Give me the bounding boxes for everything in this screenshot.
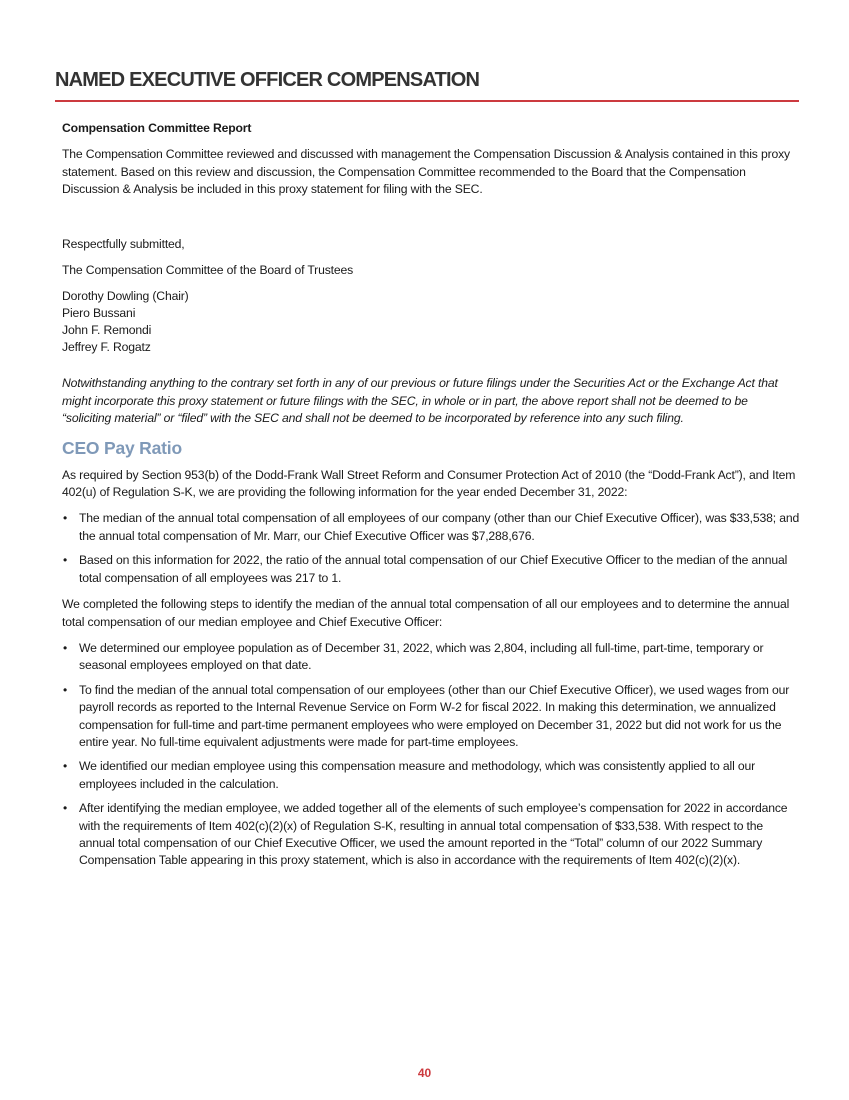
steps-bullet-list [62, 640, 800, 870]
report-closing: Respectfully submitted, [62, 236, 185, 251]
bullet-icon: • [63, 640, 68, 655]
bullet-icon: • [63, 511, 68, 526]
member-name: John F. Remondi [62, 323, 152, 338]
report-disclaimer: Notwithstanding anything to the contrary set forth in any of our previous or future filings under the Securities Act or the Exchange Act that might incorporate this proxy statement or future filings with the SEC, in whole or in part, the above report shall not be deemed to be “soliciting material” or “filed” with the SEC and shall not be deemed to be incorporated by reference into any such filing. [62, 376, 778, 426]
ceo-pay-ratio-intro: As required by Section 953(b) of the Dodd-Frank Wall Street Reform and Consumer Protection Act of 2010 (the “Dodd-Frank Act”), and Item 402(u) of Regulation S-K, we are providing the following information for the year ended December 31, 2022: [62, 467, 796, 500]
report-committee: The Compensation Committee of the Board of Trustees [62, 263, 354, 278]
ceo-pay-ratio-title: CEO Pay Ratio [62, 437, 182, 458]
list-item [62, 640, 800, 675]
list-item [62, 800, 800, 870]
report-heading: Compensation Committee Report [62, 121, 252, 135]
member-name: Dorothy Dowling (Chair) [62, 289, 189, 304]
list-item [62, 510, 800, 545]
list-item-text: To find the median of the annual total compensation of our employees (other than our Chief Executive Officer), we used wages from our payroll records as reported to the Internal Revenue Service on Form W-2 for fiscal 2022. In making this determination, we annualized compensation for full-time and part-time permanent employees who were employed on December 31, 2022 but did not work for us the entire year. No full-time equivalent adjustments were made for part-time employees. [79, 682, 790, 749]
bullet-icon: • [63, 682, 68, 697]
list-item [62, 758, 800, 793]
spacer [62, 208, 800, 236]
list-item-text: After identifying the median employee, we added together all of the elements of such employee’s compensation for 2022 in accordance with the requirements of Item 402(c)(2)(x) of Regulation S-K, resulting in annual total compensation of $33,538. With respect to the annual total compensation of our Chief Executive Officer, we used the amount reported in the “Total” column of our 2022 Summary Compensation Table appearing in this proxy statement, which is also in accordance with the requirements of Item 402(c)(2)(x). [79, 801, 788, 868]
bullet-icon: • [63, 801, 68, 816]
page-content [62, 120, 800, 879]
bullet-icon: • [63, 759, 68, 774]
member-name: Jeffrey F. Rogatz [62, 340, 151, 355]
steps-intro: We completed the following steps to identify the median of the annual total compensation of all our employees and to determine the annual total compensation of our median employee and Chief Executive Officer: [62, 597, 790, 629]
list-item-text: The median of the annual total compensation of all employees of our company (other than our Chief Executive Officer), was $33,538; and the annual total compensation of Mr. Marr, our Chief Executive Officer was $7,288,676. [79, 511, 800, 543]
header-divider [55, 100, 799, 102]
list-item [62, 552, 800, 587]
list-item-text: We determined our employee population as of December 31, 2022, which was 2,804, including all full-time, part-time, temporary or seasonal employees employed on that date. [79, 640, 764, 673]
committee-members [62, 288, 800, 356]
bullet-icon: • [63, 553, 68, 568]
report-body: The Compensation Committee reviewed and discussed with management the Compensation Discussion & Analysis contained in this proxy statement. Based on this review and discussion, the Compensation Committee recommended to the Board that the Compensation Discussion & Analysis be included in this proxy statement for filing with the SEC. [62, 147, 791, 197]
member-name: Piero Bussani [62, 306, 136, 321]
list-item [62, 682, 800, 752]
ratio-bullet-list [62, 510, 800, 587]
page-number: 40 [417, 1066, 432, 1080]
page-header-title: NAMED EXECUTIVE OFFICER COMPENSATION [55, 69, 480, 91]
list-item-text: Based on this information for 2022, the ratio of the annual total compensation of our Chief Executive Officer to the median of the annual total compensation of all employees was 217 to 1. [79, 553, 788, 585]
list-item-text: We identified our median employee using this compensation measure and methodology, which was consistently applied to all our employees included in the calculation. [79, 759, 756, 791]
